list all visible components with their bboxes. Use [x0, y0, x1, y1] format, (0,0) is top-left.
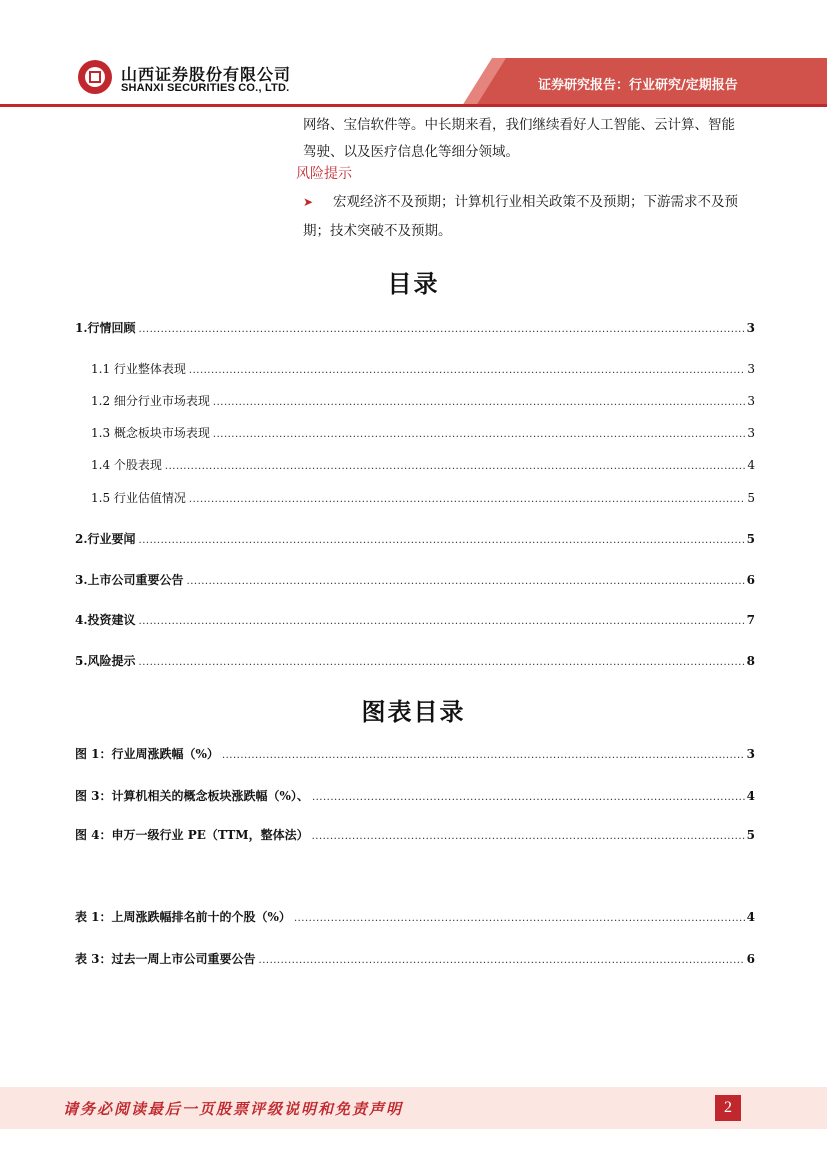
figure-toc-entry[interactable]: [75, 826, 755, 844]
figure-toc-title: 图表目录: [361, 698, 466, 726]
table-toc-page: 6: [746, 952, 755, 966]
toc-entry-label: 1.3 概念板块市场表现: [91, 426, 210, 440]
toc-entry-page: 3: [747, 426, 755, 440]
toc-entry[interactable]: [75, 319, 755, 337]
summary-line-2: 驾驶、以及医疗信息化等细分领域。: [303, 144, 519, 160]
toc-entry-page: 5: [746, 532, 755, 546]
toc-entry-label: 1.5 行业估值情况: [91, 491, 186, 505]
leader-dots: [312, 792, 745, 803]
leader-dots: [213, 397, 745, 408]
figure-toc-page: 3: [746, 747, 755, 761]
report-type-label: 证券研究报告：行业研究/定期报告: [538, 78, 738, 93]
leader-dots: [139, 616, 745, 627]
figure-toc-page: 5: [746, 828, 755, 842]
summary-line-1: 网络、宝信软件等。中长期来看，我们继续看好人工智能、云计算、智能: [303, 117, 735, 133]
page-number: 2: [715, 1095, 741, 1121]
leader-dots: [165, 461, 745, 472]
toc-title: 目录: [387, 270, 440, 298]
arrow-bullet-icon: ➤: [303, 195, 314, 209]
toc-entry[interactable]: [91, 392, 755, 410]
toc-entry-page: 3: [746, 321, 755, 335]
leader-dots: [312, 831, 745, 842]
toc-entry-label: 5.风险提示: [75, 654, 136, 668]
leader-dots: [189, 494, 745, 505]
toc-entry[interactable]: [91, 424, 755, 442]
toc-entry-label: 1.4 个股表现: [91, 458, 162, 472]
toc-entry-page: 3: [747, 394, 755, 408]
toc-entry[interactable]: [91, 489, 755, 507]
toc-entry-page: 7: [746, 613, 755, 627]
figure-toc-entry[interactable]: [75, 787, 755, 805]
leader-dots: [139, 324, 745, 335]
toc-entry[interactable]: [75, 611, 755, 629]
risk-line-1: 宏观经济不及预期；计算机行业相关政策不及预期；下游需求不及预: [333, 194, 738, 210]
table-toc-label: 表 1：上周涨跌幅排名前十的个股（%）: [75, 910, 291, 924]
toc-entry-page: 8: [746, 654, 755, 668]
toc-entry-page: 5: [747, 491, 755, 505]
figure-toc-label: 图 1：行业周涨跌幅（%）: [75, 747, 219, 761]
risk-line-2: 期；技术突破不及预期。: [303, 223, 452, 239]
disclaimer-text: 请务必阅读最后一页股票评级说明和免责声明: [63, 1100, 404, 1118]
table-toc-label: 表 3：过去一周上市公司重要公告: [75, 952, 256, 966]
leader-dots: [259, 955, 745, 966]
toc-entry[interactable]: [75, 571, 755, 589]
figure-toc-entry[interactable]: [75, 745, 755, 763]
header-divider: [0, 104, 827, 107]
table-toc-entry[interactable]: [75, 908, 755, 926]
toc-entry-label: 4.投资建议: [75, 613, 136, 627]
leader-dots: [139, 657, 745, 668]
toc-entry[interactable]: [91, 360, 755, 378]
leader-dots: [189, 365, 745, 376]
toc-entry-page: 6: [746, 573, 755, 587]
leader-dots: [213, 429, 745, 440]
leader-dots: [294, 913, 745, 924]
figure-toc-label: 图 3：计算机相关的概念板块涨跌幅（%）、: [75, 789, 309, 803]
toc-entry-page: 4: [747, 458, 755, 472]
toc-entry-page: 3: [747, 362, 755, 376]
toc-entry-label: 1.1 行业整体表现: [91, 362, 186, 376]
figure-toc-label: 图 4：申万一级行业 PE（TTM，整体法）: [75, 828, 309, 842]
company-name-en: SHANXI SECURITIES CO., LTD.: [121, 82, 290, 94]
figure-toc-page: 4: [746, 789, 755, 803]
toc-entry[interactable]: [75, 530, 755, 548]
company-logo-icon: [78, 60, 112, 94]
leader-dots: [222, 750, 745, 761]
toc-entry[interactable]: [75, 652, 755, 670]
toc-entry[interactable]: [91, 456, 755, 474]
company-name-cn: 山西证券股份有限公司: [121, 65, 292, 84]
toc-entry-label: 1.2 细分行业市场表现: [91, 394, 210, 408]
leader-dots: [139, 535, 745, 546]
table-toc-page: 4: [746, 910, 755, 924]
table-toc-entry[interactable]: [75, 950, 755, 968]
risk-heading: 风险提示: [296, 166, 352, 182]
leader-dots: [187, 576, 745, 587]
toc-entry-label: 3.上市公司重要公告: [75, 573, 184, 587]
toc-entry-label: 1.行情回顾: [75, 321, 136, 335]
toc-entry-label: 2.行业要闻: [75, 532, 136, 546]
